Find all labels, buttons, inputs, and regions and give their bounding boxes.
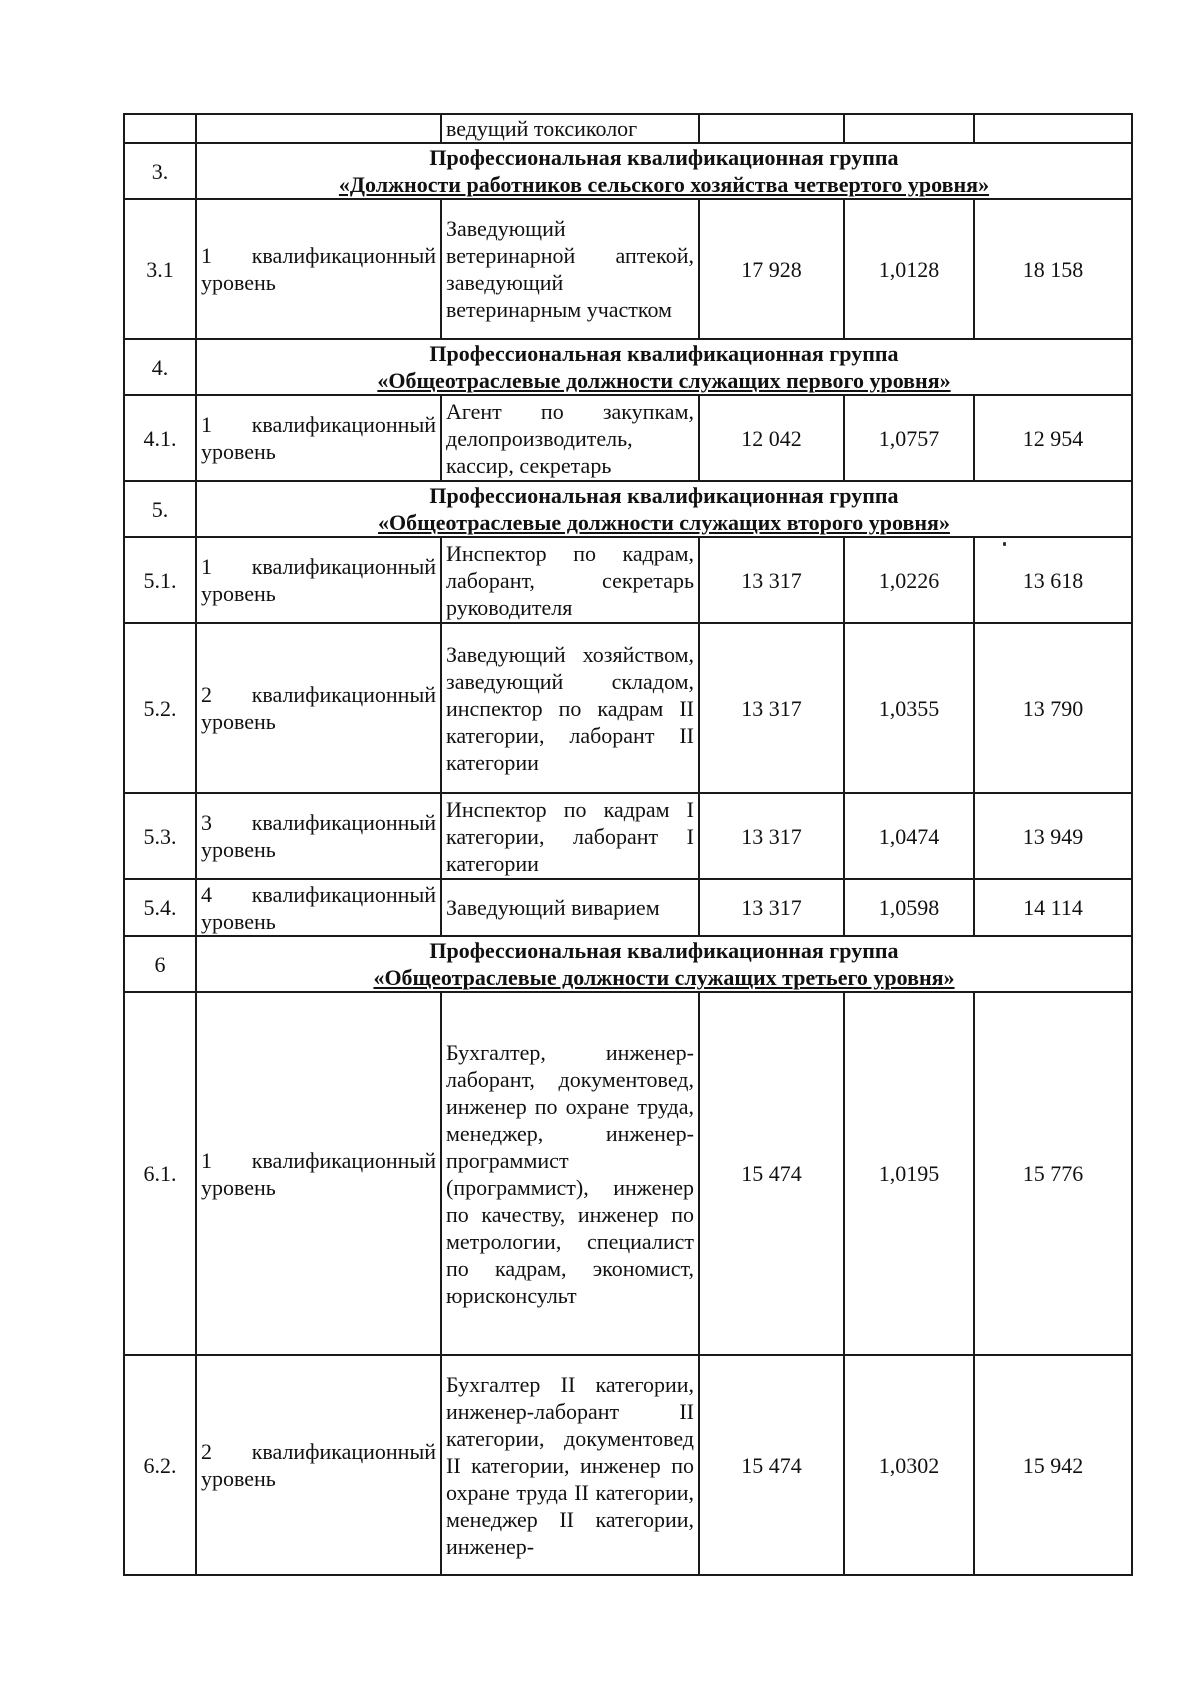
level-cell: 1 квалификационный уровень <box>196 992 441 1355</box>
level-cell: 1 квалификационный уровень <box>196 395 441 481</box>
row-number: 3.1 <box>124 199 196 339</box>
level-cell: 2 квалификационный уровень <box>196 623 441 793</box>
group-number: 4. <box>124 339 196 395</box>
level-cell: 4 квалификационный уровень <box>196 879 441 936</box>
level-cell <box>196 114 441 143</box>
row-number: 5.2. <box>124 623 196 793</box>
coefficient-cell: 1,0598 <box>844 879 974 936</box>
coefficient-cell: 1,0355 <box>844 623 974 793</box>
level-cell: 1 квалификационный уровень <box>196 537 441 623</box>
positions-cell: ведущий токсиколог <box>441 114 699 143</box>
total-cell: 15 942 <box>974 1355 1132 1575</box>
group-header <box>196 143 1132 199</box>
total-cell: 13 618 <box>974 537 1132 623</box>
group-subtitle: «Общеотраслевые должности служащих первого уровня» <box>377 368 951 393</box>
group-subtitle: «Должности работников сельского хозяйства четвертого уровня» <box>338 172 990 197</box>
coefficient-cell: 1,0757 <box>844 395 974 481</box>
salary-cell: 12 042 <box>699 395 844 481</box>
row-number: 5.3. <box>124 793 196 879</box>
positions-cell: Агент по закупкам, делопроизводитель, кассир, секретарь <box>441 395 699 481</box>
coefficient-cell: 1,0226 <box>844 537 974 623</box>
total-cell: 13 949 <box>974 793 1132 879</box>
positions-cell: Бухгалтер II категории, инженер-лаборант II категории, документовед II категории, инженер по охране труда II категории, менеджер II категории, инженер- <box>441 1355 699 1575</box>
positions-cell: Заведующий хозяйством, заведующий складом, инспектор по кадрам II категории, лаборант II категории <box>441 623 699 793</box>
coefficient-cell: 1,0195 <box>844 992 974 1355</box>
row-number: 5.1. <box>124 537 196 623</box>
table-row <box>124 114 1132 143</box>
total-cell: 12 954 <box>974 395 1132 481</box>
group-header <box>196 481 1132 537</box>
level-cell: 2 квалификационный уровень <box>196 1355 441 1575</box>
row-number: 5.4. <box>124 879 196 936</box>
total-cell <box>974 114 1132 143</box>
group-header-row <box>124 481 1132 537</box>
salary-cell <box>699 114 844 143</box>
positions-cell: Инспектор по кадрам I категории, лаборант I категории <box>441 793 699 879</box>
table-row <box>124 623 1132 793</box>
row-number <box>124 114 196 143</box>
total-cell: 13 790 <box>974 623 1132 793</box>
coefficient-cell: 1,0128 <box>844 199 974 339</box>
salary-cell: 17 928 <box>699 199 844 339</box>
group-header-row <box>124 339 1132 395</box>
table-row <box>124 879 1132 936</box>
row-number: 6.2. <box>124 1355 196 1575</box>
group-header-row <box>124 143 1132 199</box>
positions-cell: Заведующий виварием <box>441 879 699 936</box>
salary-table <box>123 113 1133 1576</box>
group-title: Профессиональная квалификационная группа <box>429 483 899 508</box>
positions-cell: Заведующий ветеринарной аптекой, заведующий ветеринарным участком <box>441 199 699 339</box>
level-cell: 3 квалификационный уровень <box>196 793 441 879</box>
salary-cell: 15 474 <box>699 1355 844 1575</box>
row-number: 6.1. <box>124 992 196 1355</box>
group-header <box>196 339 1132 395</box>
table-row <box>124 537 1132 623</box>
group-number: 3. <box>124 143 196 199</box>
group-title: Профессиональная квалификационная группа <box>429 145 899 170</box>
salary-cell: 13 317 <box>699 793 844 879</box>
row-number: 4.1. <box>124 395 196 481</box>
table-row <box>124 1355 1132 1575</box>
salary-cell: 13 317 <box>699 537 844 623</box>
salary-cell: 15 474 <box>699 992 844 1355</box>
group-header <box>196 936 1132 992</box>
total-cell: 18 158 <box>974 199 1132 339</box>
positions-cell: Инспектор по кадрам, лаборант, секретарь руководителя <box>441 537 699 623</box>
coefficient-cell <box>844 114 974 143</box>
scan-speck <box>1003 542 1006 546</box>
level-cell: 1 квалификационный уровень <box>196 199 441 339</box>
table-row <box>124 793 1132 879</box>
group-subtitle: «Общеотраслевые должности служащих третьего уровня» <box>373 965 955 990</box>
coefficient-cell: 1,0302 <box>844 1355 974 1575</box>
positions-cell: Бухгалтер, инженер-лаборант, документовед, инженер по охране труда, менеджер, инженер-программист (программист), инженер по качеству, инженер по метрологии, специалист по кадрам, экономист, юрисконсульт <box>441 992 699 1355</box>
total-cell: 14 114 <box>974 879 1132 936</box>
group-subtitle: «Общеотраслевые должности служащих второго уровня» <box>378 510 950 535</box>
group-number: 5. <box>124 481 196 537</box>
salary-cell: 13 317 <box>699 879 844 936</box>
total-cell: 15 776 <box>974 992 1132 1355</box>
table-row <box>124 992 1132 1355</box>
table-row <box>124 395 1132 481</box>
salary-cell: 13 317 <box>699 623 844 793</box>
group-title: Профессиональная квалификационная группа <box>429 938 899 963</box>
group-header-row <box>124 936 1132 992</box>
coefficient-cell: 1,0474 <box>844 793 974 879</box>
group-title: Профессиональная квалификационная группа <box>429 341 899 366</box>
table-row <box>124 199 1132 339</box>
group-number: 6 <box>124 936 196 992</box>
